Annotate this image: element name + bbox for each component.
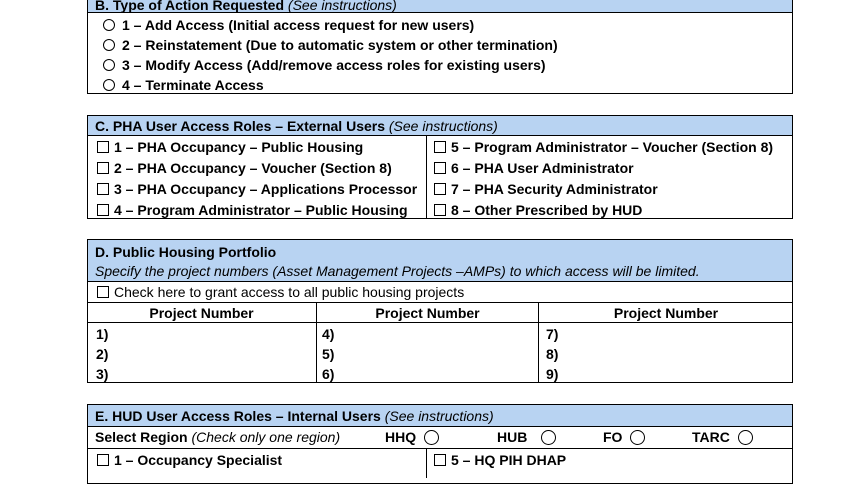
action-option-3[interactable]: 3 – Modify Access (Add/remove access roles for existing users) [103, 56, 546, 74]
checkbox-icon[interactable] [97, 162, 109, 174]
region-fo[interactable]: FO [603, 428, 652, 446]
project-field-5[interactable]: 5) [322, 346, 335, 362]
project-field-1[interactable]: 1) [96, 326, 109, 342]
checkbox-icon[interactable] [434, 204, 446, 216]
checkbox-icon[interactable] [434, 141, 446, 153]
hud-role-5[interactable]: 5 – HQ PIH DHAP [434, 451, 566, 469]
pha-role-3[interactable]: 3 – PHA Occupancy – Applications Processor [97, 180, 417, 198]
checkbox-icon[interactable] [434, 454, 446, 466]
pha-role-6[interactable]: 6 – PHA User Administrator [434, 159, 634, 177]
region-hhq[interactable]: HHQ [385, 428, 446, 446]
section-c-header: C. PHA User Access Roles – External Users (See instructions) [88, 116, 792, 136]
select-region-label: Select Region (Check only one region) [95, 429, 341, 445]
radio-icon[interactable] [103, 19, 115, 31]
action-option-4[interactable]: 4 – Terminate Access [103, 76, 264, 94]
checkbox-icon[interactable] [434, 183, 446, 195]
section-c-divider [426, 135, 427, 219]
project-field-3[interactable]: 3) [96, 366, 109, 382]
project-number-header-3: Project Number [613, 305, 719, 321]
project-field-7[interactable]: 7) [546, 326, 559, 342]
radio-icon[interactable] [103, 79, 115, 91]
region-tarc[interactable]: TARC [692, 428, 760, 446]
project-number-header-1: Project Number [149, 305, 254, 321]
section-e-divider [426, 448, 427, 478]
checkbox-icon[interactable] [97, 286, 109, 298]
pha-role-7[interactable]: 7 – PHA Security Administrator [434, 180, 658, 198]
pha-role-1[interactable]: 1 – PHA Occupancy – Public Housing [97, 138, 363, 156]
region-hub[interactable]: HUB [497, 428, 563, 446]
checkbox-icon[interactable] [97, 454, 109, 466]
project-field-2[interactable]: 2) [96, 346, 109, 362]
project-field-9[interactable]: 9) [546, 366, 559, 382]
radio-icon[interactable] [103, 39, 115, 51]
project-table-header-rule [87, 322, 793, 323]
action-option-1[interactable]: 1 – Add Access (Initial access request for new users) [103, 16, 474, 34]
radio-icon[interactable] [424, 430, 439, 445]
section-e-header: E. HUD User Access Roles – Internal Users (See instructions) [88, 405, 792, 427]
pha-role-8[interactable]: 8 – Other Prescribed by HUD [434, 201, 642, 219]
pha-role-4[interactable]: 4 – Program Administrator – Public Housing [97, 201, 408, 219]
project-number-header-2: Project Number [375, 305, 480, 321]
radio-icon[interactable] [738, 430, 753, 445]
section-e-rule [87, 448, 793, 449]
checkbox-icon[interactable] [97, 183, 109, 195]
checkbox-icon[interactable] [97, 141, 109, 153]
project-field-6[interactable]: 6) [322, 366, 335, 382]
action-option-2[interactable]: 2 – Reinstatement (Due to automatic system or other termination) [103, 36, 558, 54]
checkbox-icon[interactable] [434, 162, 446, 174]
checkbox-icon[interactable] [97, 204, 109, 216]
project-field-4[interactable]: 4) [322, 326, 335, 342]
hud-role-1[interactable]: 1 – Occupancy Specialist [97, 451, 282, 469]
project-field-8[interactable]: 8) [546, 346, 559, 362]
radio-icon[interactable] [630, 430, 645, 445]
section-b-header: B. Type of Action Requested (See instructions) [88, 0, 792, 13]
pha-role-5[interactable]: 5 – Program Administrator – Voucher (Section 8) [434, 138, 773, 156]
pha-role-2[interactable]: 2 – PHA Occupancy – Voucher (Section 8) [97, 159, 392, 177]
project-table-top-rule [87, 302, 793, 303]
all-projects-checkbox[interactable]: Check here to grant access to all public housing projects [97, 283, 464, 301]
radio-icon[interactable] [103, 59, 115, 71]
radio-icon[interactable] [541, 430, 556, 445]
section-d-header: D. Public Housing Portfolio Specify the project numbers (Asset Management Projects –AMPs) to which access will be limited. [88, 240, 792, 282]
